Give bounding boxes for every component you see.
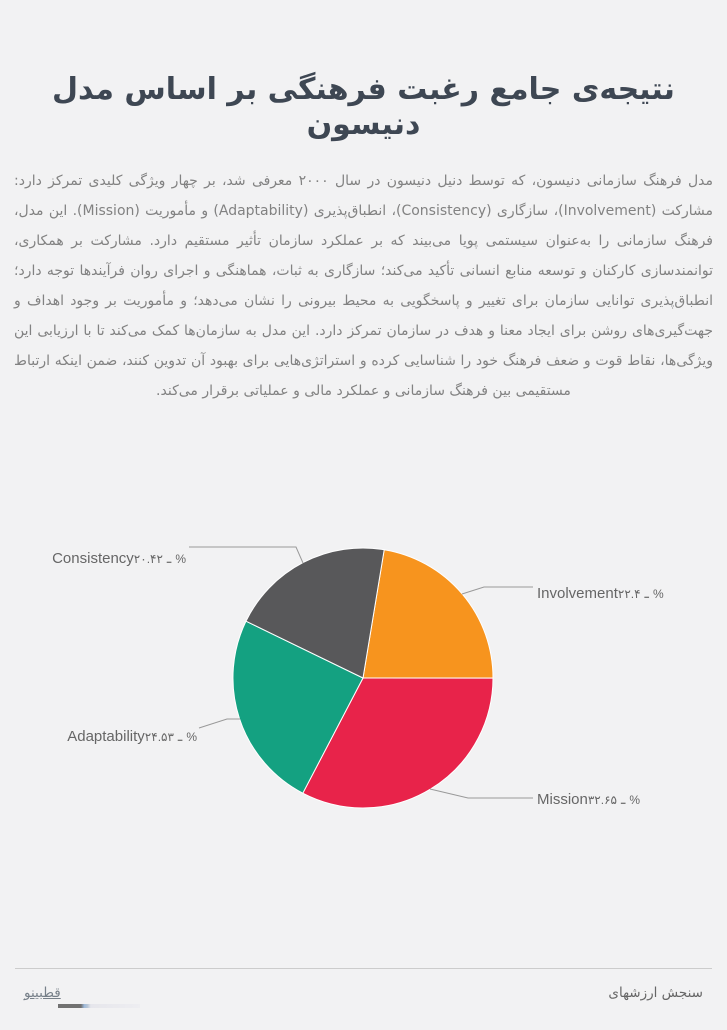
pie-label-mission-name: Mission [537,791,588,808]
pie-chart [0,500,727,870]
pie-label-consistency-value: ۲۰.۴۲% [133,552,186,566]
footer-divider [15,968,712,969]
pie-label-consistency-name: Consistency [52,550,134,567]
pie-connector-adaptability [199,719,240,728]
pie-label-separator: ـ [620,791,626,808]
pie-label-mission-value: ۳۲.۶۵% [587,793,641,807]
footer-right-text: سنجش ارزشهای [608,985,703,1001]
pie-label-adaptability-value: ۲۴.۵۳% [144,730,197,744]
pie-label-adaptability-name: Adaptability [67,728,145,745]
pie-slice-involvement[interactable] [363,550,493,678]
pie-label-involvement [537,584,664,602]
pie-label-separator: ـ [166,550,172,567]
intro-paragraph: مدل فرهنگ سازمانی دنیسون، که توسط دنیل دنیسون در سال ۲۰۰۰ معرفی شد، بر چهار ویژگی کلیدی تمرکز دارد: مشارکت (Involvement)، سازگاری (Consistency)، انطباق‌پذیری (Adaptability) و مأموریت (Mission). این مدل، فرهنگ سازمانی را به‌عنوان سیستمی پویا می‌بیند که بر عملکرد سازمان تأثیر مستقیم دارد. مشارکت بر همکاری، توانمندسازی کارکنان و توسعه منابع انسانی تأکید می‌کند؛ سازگاری به ثبات، هماهنگی و اجرای روان فرآیندها توجه دارد؛ انطباق‌پذیری توانایی سازمان برای تغییر و پاسخگویی به محیط بیرونی را نشان می‌دهد؛ و مأموریت بر وجود اهداف و جهت‌گیری‌های روشن برای ایجاد معنا و هدف در سازمان تمرکز دارد. این مدل به سازمان‌ها کمک می‌کند تا با ارزیابی این ویژگی‌ها، نقاط قوت و ضعف فرهنگ خود را شناسایی کرده و استراتژی‌هایی برای بهبود آن تدوین کنند، ضمن اینکه ارتباط مستقیمی بین فرهنگ سازمانی و عملکرد مالی و عملیاتی برقرار می‌کند. [14,173,714,399]
pie-label-separator: ـ [644,585,649,602]
pie-label-involvement-name: Involvement [537,585,618,602]
pie-label-adaptability [67,727,197,745]
footer [24,985,703,1001]
pie-connector-involvement [462,587,533,594]
pie-connector-mission [430,789,533,798]
bottom-edge-artifact [58,1004,140,1008]
pie-label-consistency [52,549,186,567]
pie-label-separator: ـ [177,728,183,745]
footer-left-link[interactable]: قطبینو [24,985,61,1001]
pie-label-mission [537,790,640,808]
pie-connector-consistency [189,547,303,563]
pie-label-involvement-value: ۲۲.۴% [617,587,664,601]
page-title: نتیجه‌ی جامع رغبت فرهنگی بر اساس مدل دنیسون [52,72,675,143]
